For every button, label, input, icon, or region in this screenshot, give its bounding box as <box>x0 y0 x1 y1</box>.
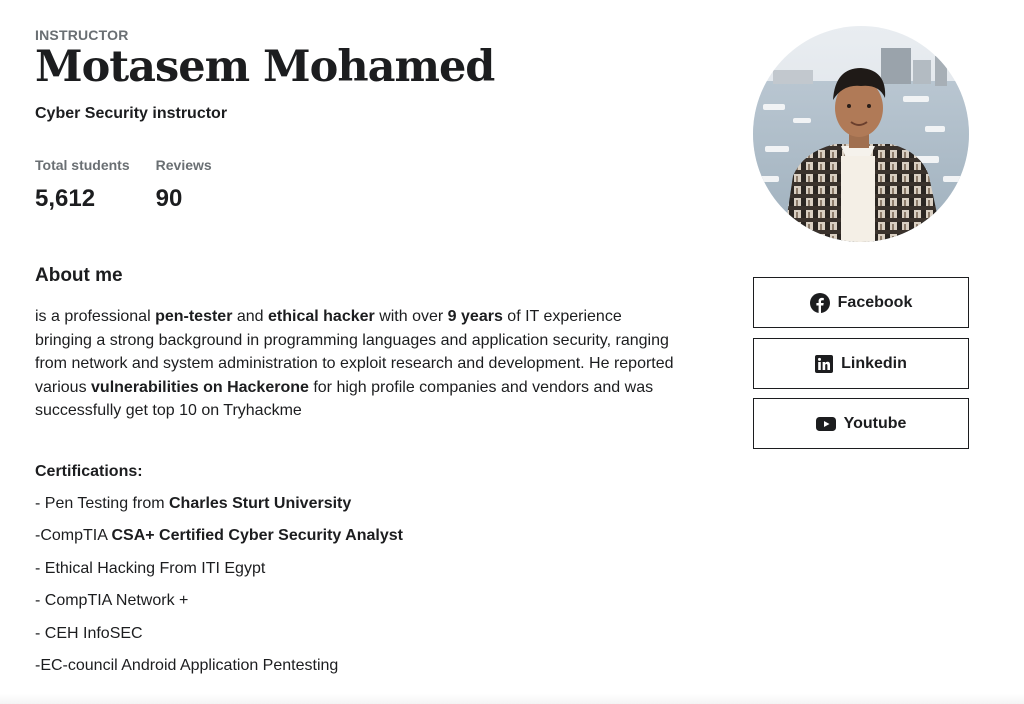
stat-value: 90 <box>155 185 183 212</box>
youtube-icon <box>816 417 836 431</box>
certification-item <box>35 624 685 643</box>
facebook-icon <box>810 293 830 313</box>
bio-text: with over <box>374 308 448 325</box>
stat-label: Reviews <box>155 157 212 173</box>
avatar <box>753 26 969 242</box>
instructor-name: Motasem Mohamed <box>35 42 495 92</box>
bio-highlight: vulnerabilities on Hackerone <box>91 378 309 396</box>
stat-label: Total students <box>35 157 130 173</box>
certification-item <box>35 656 685 675</box>
stat-value: 5,612 <box>35 185 96 212</box>
certification-item <box>35 591 685 610</box>
certification-item <box>35 559 685 578</box>
bio-text: is a professional <box>35 308 156 325</box>
certification-text: - Pen Testing from <box>35 494 169 512</box>
linkedin-label: Linkedin <box>841 354 907 372</box>
certification-text: - CEH InfoSEC <box>35 624 143 642</box>
stat-total-students <box>35 157 130 213</box>
avatar-photo <box>753 26 969 242</box>
certification-item <box>35 494 685 513</box>
certification-highlight: CSA+ Certified Cyber Security Analyst <box>111 527 403 545</box>
certification-text: -EC-council Android Application Pentesting <box>35 656 339 674</box>
about-title: About me <box>35 265 123 286</box>
bio-text: of IT experience bringing a strong background in programming languages and application security, ranging from network and system administration to exploit research and development. He reported various <box>35 308 674 396</box>
certifications-title: Certifications: <box>35 462 143 480</box>
youtube-button[interactable] <box>753 398 969 449</box>
page-bottom-fade <box>0 694 1024 704</box>
certification-text: - Ethical Hacking From ITI Egypt <box>35 559 266 577</box>
linkedin-button[interactable] <box>753 338 969 389</box>
certification-text: -CompTIA <box>35 527 112 545</box>
instructor-eyebrow: INSTRUCTOR <box>35 27 129 43</box>
instructor-profile <box>35 24 685 688</box>
bio-highlight: ethical hacker <box>268 308 375 325</box>
certification-item <box>35 526 685 545</box>
stat-reviews <box>156 157 212 213</box>
certification-text: - CompTIA Network + <box>35 592 189 610</box>
bio-highlight: pen-tester <box>155 308 233 325</box>
certifications-list <box>35 494 685 675</box>
instructor-stats <box>35 157 685 213</box>
bio-text: for high profile companies and vendors and was successfully get top 10 on Tryhackme <box>35 378 654 420</box>
about-bio <box>35 305 675 423</box>
bio-highlight: 9 years <box>447 308 503 325</box>
facebook-label: Facebook <box>837 293 913 311</box>
youtube-label: Youtube <box>843 414 907 432</box>
facebook-button[interactable] <box>753 277 969 328</box>
instructor-headline: Cyber Security instructor <box>35 105 228 122</box>
bio-text: and <box>232 308 269 325</box>
certification-highlight: Charles Sturt University <box>168 494 352 512</box>
linkedin-icon <box>815 355 833 373</box>
